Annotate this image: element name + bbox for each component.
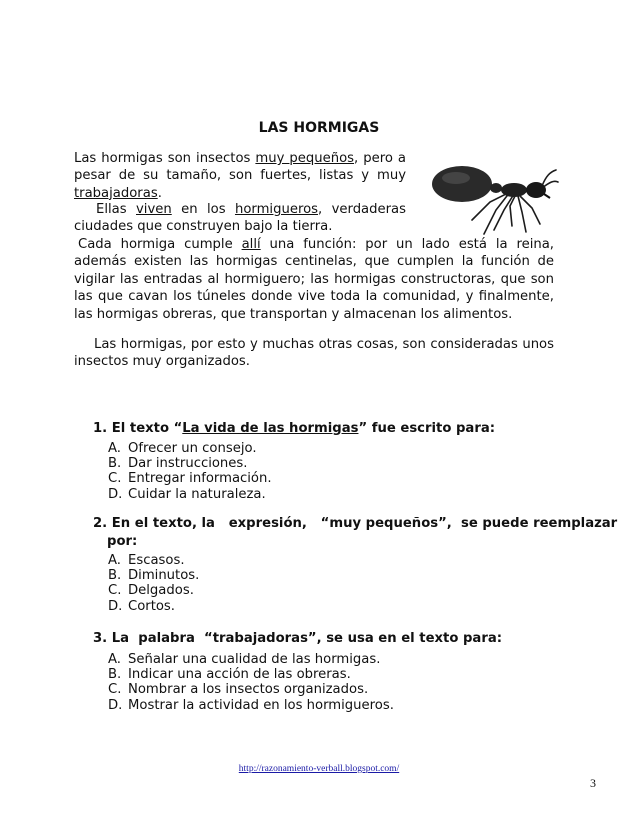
text: , pero a pesar de su tamaño, son fuertes, listas y muy [74,151,406,184]
option-letter: A. [108,652,121,667]
text: . [157,185,162,201]
underlined-title: La vida de las hormigas [182,421,359,436]
option-a [108,441,528,456]
option-letter: C. [108,682,122,698]
option-c [108,682,528,697]
option-a [108,652,528,667]
question-3: 3. La palabra “trabajadoras”, se usa en el texto para: [93,631,503,646]
underlined-word: trabajadoras [74,185,158,201]
text: , verdaderas ciudades que construyen bajo la tierra. [74,202,407,235]
text: Las hormigas son insectos [74,151,256,166]
option-b [108,568,528,583]
option-letter: A. [108,553,121,568]
option-a [108,553,528,568]
question-3-options [108,652,528,713]
option-letter: B. [108,667,122,683]
paragraph-4: Las hormigas, por esto y muchas otras cosas, son consideradas unos insectos muy organizados. [74,337,554,370]
option-text: Ofrecer un consejo. [128,441,257,456]
option-letter: D. [108,697,123,713]
ant-image [410,150,560,240]
text: Ellas [96,202,136,217]
option-letter: D. [108,598,123,614]
underlined-word: hormigueros [234,202,319,217]
text: ” fue escrito para: [358,421,495,436]
page-number: 3 [590,776,596,790]
text: en los [171,202,235,217]
document-title: LAS HORMIGAS [258,120,380,136]
option-text: Delgados. [128,583,194,599]
paragraph-1 [74,150,406,202]
footer-link[interactable]: http://razonamiento-verball.blogspot.com/ [238,764,400,774]
option-letter: A. [108,441,121,456]
option-letter: C. [108,471,122,487]
question-2-line-1: 2. En el texto, la expresión, “muy pequeños”, se puede reemplazar [93,516,618,531]
question-1-options [108,441,528,502]
option-text: Nombrar a los insectos organizados. [128,682,369,698]
option-text: Cortos. [128,598,175,614]
underlined-phrase: muy pequeños [255,151,355,166]
option-letter: B. [108,568,122,584]
question-1 [93,420,603,438]
option-text: Diminutos. [128,568,200,584]
option-text: Mostrar la actividad en los hormigueros. [128,697,394,713]
text: Cada hormiga cumple [78,237,242,252]
option-letter: D. [108,486,123,502]
paragraph-3 [74,236,554,323]
option-c [108,471,528,486]
paragraph-2 [74,201,406,236]
option-text: Señalar una cualidad de las hormigas. [128,652,381,667]
text: una función: por un lado está la reina, además existen las hormigas centinelas, que cumplen la función de vigilar las entradas al hormiguero; las hormigas constructoras, que son las que cavan los túneles donde vive toda la comunidad, y finalmente, las hormigas obreras, que transportan y almacenan los alimentos. [74,237,554,322]
underlined-word: allí [241,237,261,252]
option-text: Indicar una acción de las obreras. [128,667,351,683]
option-d [108,599,528,614]
underlined-word: viven [136,202,172,217]
option-d [108,487,528,502]
option-letter: B. [108,456,122,472]
option-letter: C. [108,583,122,599]
option-d [108,698,528,713]
option-text: Dar instrucciones. [128,456,248,472]
option-text: Entregar información. [128,471,272,487]
option-b [108,456,528,471]
question-2-options [108,553,528,614]
option-c [108,583,528,598]
option-text: Cuidar la naturaleza. [128,486,266,502]
option-text: Escasos. [128,553,185,568]
option-b [108,667,528,682]
question-2-line-2: por: [107,534,138,549]
text: 1. El texto “ [93,421,183,436]
